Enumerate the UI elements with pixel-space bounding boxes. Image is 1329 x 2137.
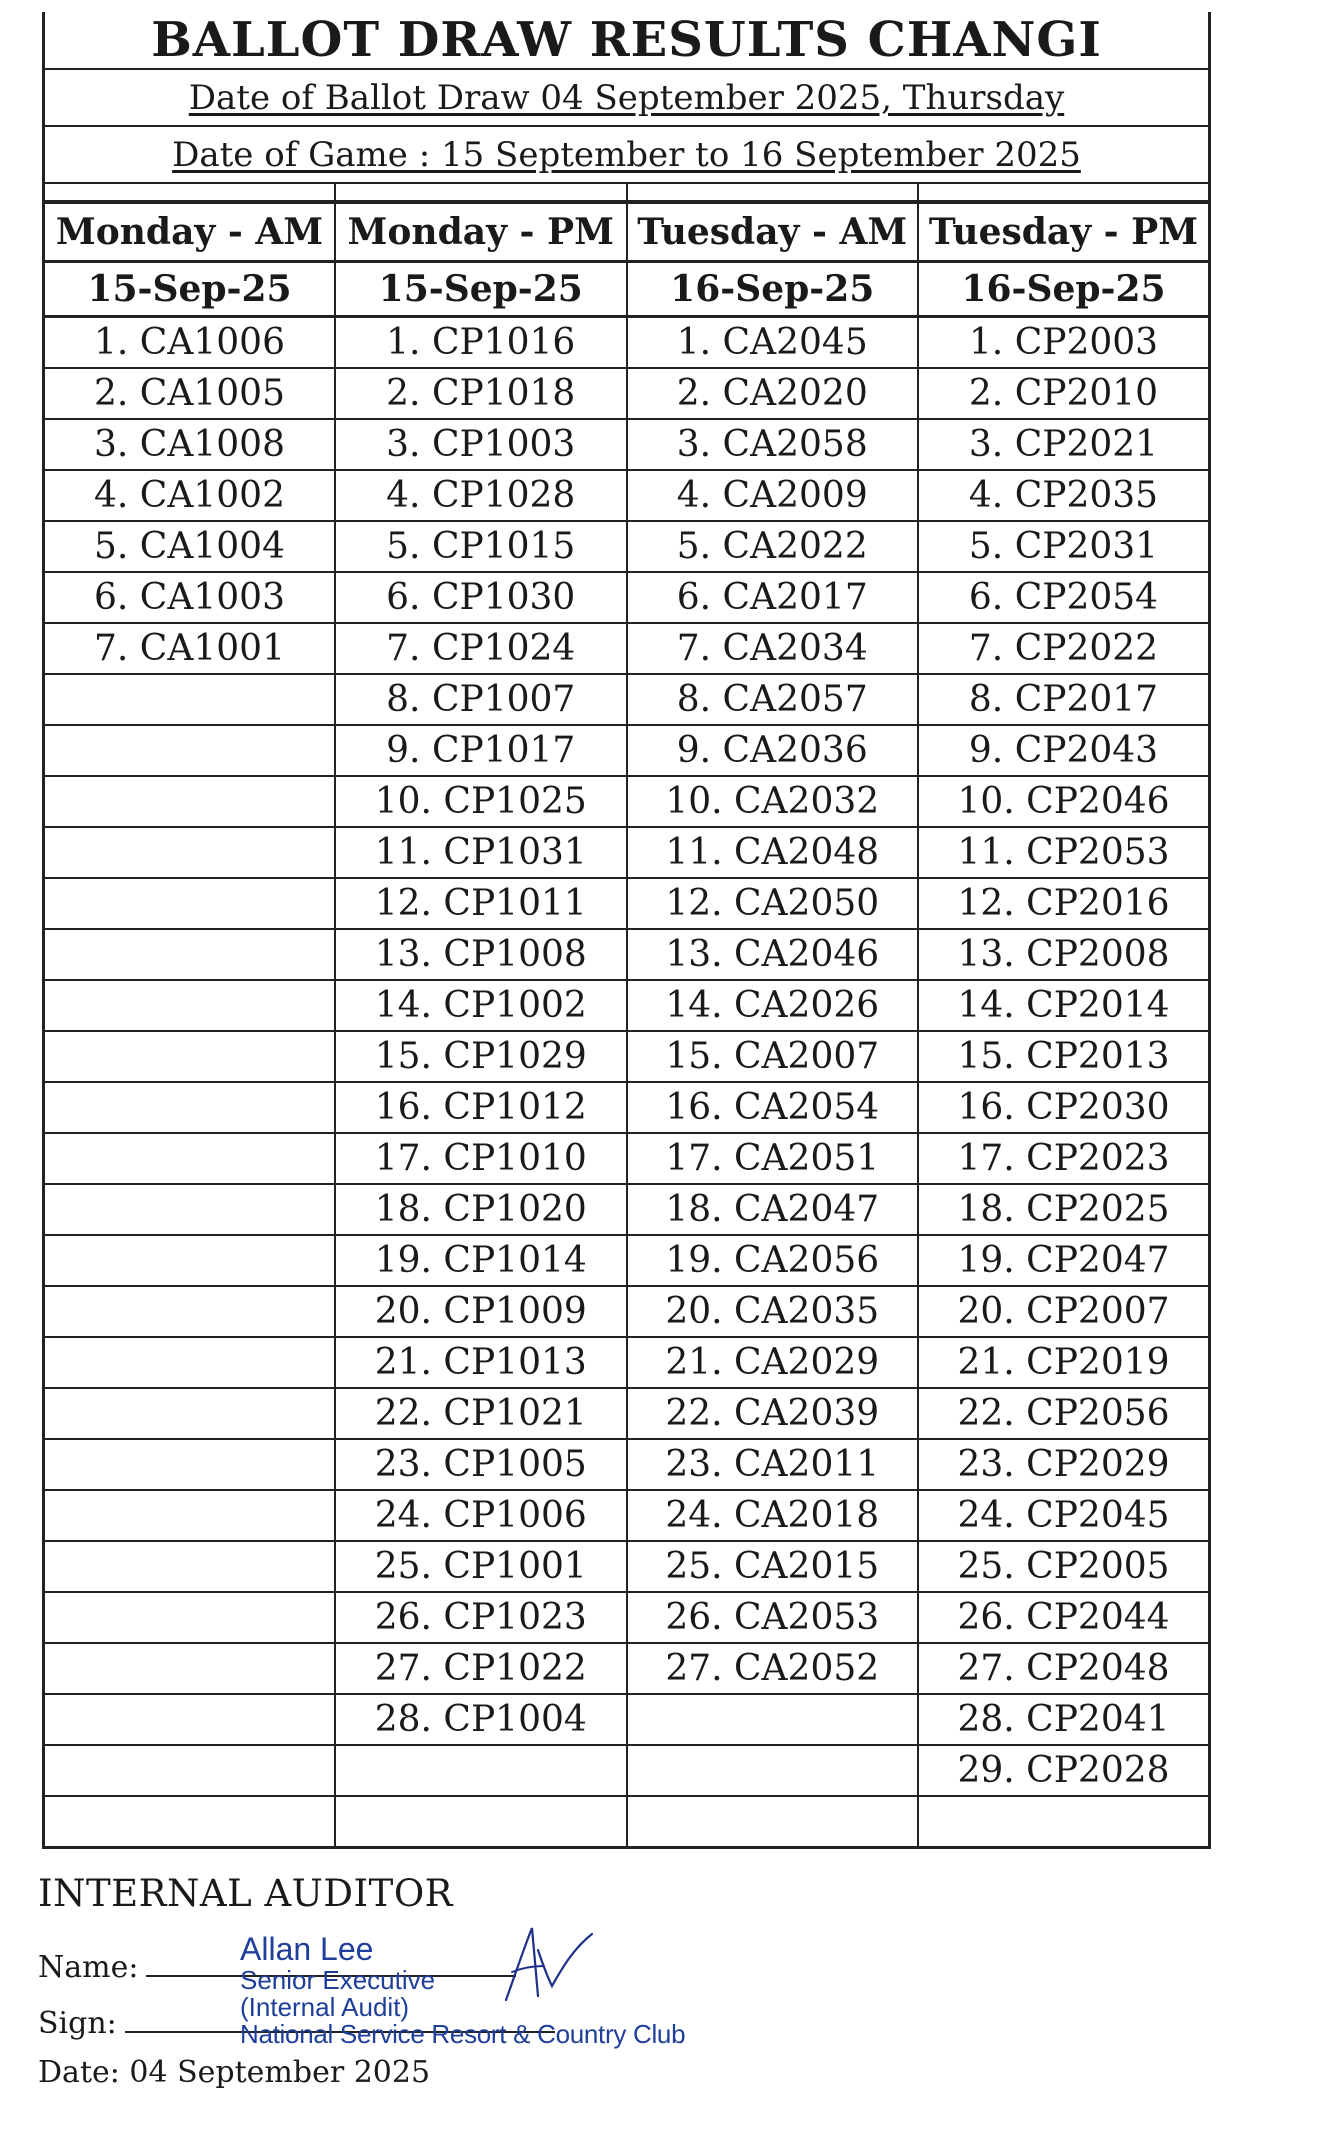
ballot-entry-cell: 4. CA1002 (44, 470, 336, 521)
ballot-entry-cell: 20. CP2007 (918, 1286, 1210, 1337)
table-row (44, 1082, 1210, 1133)
ballot-entry-cell: 9. CP2043 (918, 725, 1210, 776)
draw-date-row (45, 70, 1208, 127)
ballot-entry-cell (335, 1796, 627, 1848)
ballot-entry-cell: 2. CA1005 (44, 368, 336, 419)
stamp-dept: (Internal Audit) (240, 1991, 410, 2022)
ballot-entry-cell: 1. CA2045 (627, 317, 919, 369)
ballot-entry-cell: 17. CP1010 (335, 1133, 627, 1184)
ballot-entry-cell: 15. CP2013 (918, 1031, 1210, 1082)
handwritten-signature-icon (498, 1920, 608, 2030)
ballot-entry-cell (918, 1796, 1210, 1848)
ballot-entry-cell: 13. CA2046 (627, 929, 919, 980)
ballot-entry-cell: 10. CP1025 (335, 776, 627, 827)
ballot-entry-cell: 24. CP2045 (918, 1490, 1210, 1541)
ballot-entry-cell: 27. CP2048 (918, 1643, 1210, 1694)
table-row (44, 419, 1210, 470)
ballot-entry-cell: 12. CA2050 (627, 878, 919, 929)
ballot-entry-cell: 29. CP2028 (918, 1745, 1210, 1796)
ballot-results-table (42, 202, 1211, 1849)
ballot-entry-cell: 8. CA2057 (627, 674, 919, 725)
ballot-entry-cell: 13. CP2008 (918, 929, 1210, 980)
ballot-entry-cell: 3. CP2021 (918, 419, 1210, 470)
ballot-entry-cell: 4. CP1028 (335, 470, 627, 521)
ballot-entry-cell: 2. CP2010 (918, 368, 1210, 419)
ballot-entry-cell (44, 1745, 336, 1796)
ballot-entry-cell: 5. CP1015 (335, 521, 627, 572)
ballot-entry-cell: 10. CP2046 (918, 776, 1210, 827)
table-row (44, 1592, 1210, 1643)
ballot-entry-cell (627, 1694, 919, 1745)
ballot-entry-cell (44, 1643, 336, 1694)
ballot-entry-cell: 7. CA1001 (44, 623, 336, 674)
auditor-stamp (240, 1933, 685, 2048)
document-title: BALLOT DRAW RESULTS CHANGI (45, 12, 1208, 70)
stamp-name: Allan Lee (240, 1931, 374, 1967)
ballot-entry-cell (44, 980, 336, 1031)
ballot-entry-cell: 15. CP1029 (335, 1031, 627, 1082)
auditor-date: Date: 04 September 2025 (38, 2055, 431, 2090)
ballot-entry-cell: 6. CP2054 (918, 572, 1210, 623)
ballot-entry-cell: 20. CP1009 (335, 1286, 627, 1337)
table-row (44, 827, 1210, 878)
table-row (44, 1388, 1210, 1439)
column-header-day: Tuesday - PM (918, 203, 1210, 262)
ballot-entry-cell: 3. CA2058 (627, 419, 919, 470)
ballot-entry-cell (44, 878, 336, 929)
table-row (44, 1694, 1210, 1745)
ballot-entry-cell: 2. CA2020 (627, 368, 919, 419)
ballot-entry-cell (44, 1439, 336, 1490)
ballot-entry-cell: 9. CP1017 (335, 725, 627, 776)
column-header-day: Monday - PM (335, 203, 627, 262)
ballot-entry-cell: 16. CP2030 (918, 1082, 1210, 1133)
table-row (44, 1031, 1210, 1082)
ballot-entry-cell (44, 1337, 336, 1388)
header-box (42, 12, 1211, 202)
table-row (44, 1490, 1210, 1541)
stamp-org: National Service Resort & Country Club (240, 2019, 686, 2050)
ballot-entry-cell: 5. CA1004 (44, 521, 336, 572)
ballot-entry-cell: 28. CP2041 (918, 1694, 1210, 1745)
ballot-entry-cell: 14. CP1002 (335, 980, 627, 1031)
ballot-entry-cell: 25. CP2005 (918, 1541, 1210, 1592)
ballot-entry-cell: 25. CA2015 (627, 1541, 919, 1592)
table-row (44, 1541, 1210, 1592)
ballot-entry-cell (44, 1796, 336, 1848)
column-header-date: 16-Sep-25 (918, 262, 1210, 317)
ballot-entry-cell: 1. CP2003 (918, 317, 1210, 369)
ballot-entry-cell: 19. CP2047 (918, 1235, 1210, 1286)
table-row (44, 1286, 1210, 1337)
ballot-entry-cell: 16. CA2054 (627, 1082, 919, 1133)
ballot-entry-cell: 11. CP2053 (918, 827, 1210, 878)
table-row (44, 1235, 1210, 1286)
ballot-entry-cell: 13. CP1008 (335, 929, 627, 980)
ballot-entry-cell: 3. CP1003 (335, 419, 627, 470)
ballot-entry-cell: 21. CP2019 (918, 1337, 1210, 1388)
ballot-entry-cell: 2. CP1018 (335, 368, 627, 419)
ballot-entry-cell (44, 776, 336, 827)
ballot-entry-cell (335, 1745, 627, 1796)
ballot-entry-cell: 28. CP1004 (335, 1694, 627, 1745)
ballot-entry-cell: 6. CA1003 (44, 572, 336, 623)
ballot-entry-cell: 5. CA2022 (627, 521, 919, 572)
auditor-heading: INTERNAL AUDITOR (38, 1872, 454, 1915)
table-row (44, 1133, 1210, 1184)
ballot-entry-cell: 1. CA1006 (44, 317, 336, 369)
column-header-day: Monday - AM (44, 203, 336, 262)
ballot-entry-cell: 16. CP1012 (335, 1082, 627, 1133)
ballot-entry-cell: 12. CP2016 (918, 878, 1210, 929)
ballot-entry-cell: 20. CA2035 (627, 1286, 919, 1337)
ballot-entry-cell (44, 827, 336, 878)
ballot-entry-cell: 11. CA2048 (627, 827, 919, 878)
ballot-entry-cell: 21. CA2029 (627, 1337, 919, 1388)
sign-label: Sign: (38, 2006, 117, 2041)
table-row (44, 572, 1210, 623)
ballot-entry-cell (44, 1490, 336, 1541)
ballot-entry-cell: 25. CP1001 (335, 1541, 627, 1592)
ballot-entry-cell: 11. CP1031 (335, 827, 627, 878)
table-row (44, 1796, 1210, 1848)
ballot-entry-cell: 26. CP2044 (918, 1592, 1210, 1643)
ballot-sheet (42, 12, 1211, 1849)
ballot-entry-cell: 15. CA2007 (627, 1031, 919, 1082)
ballot-entry-cell: 7. CA2034 (627, 623, 919, 674)
ballot-entry-cell: 21. CP1013 (335, 1337, 627, 1388)
spacer-cell (919, 184, 1208, 200)
ballot-entry-cell: 8. CP2017 (918, 674, 1210, 725)
ballot-entry-cell: 14. CP2014 (918, 980, 1210, 1031)
ballot-entry-cell: 7. CP2022 (918, 623, 1210, 674)
ballot-entry-cell: 23. CP2029 (918, 1439, 1210, 1490)
ballot-entry-cell: 17. CP2023 (918, 1133, 1210, 1184)
ballot-entry-cell: 24. CA2018 (627, 1490, 919, 1541)
ballot-entry-cell (627, 1745, 919, 1796)
date-header-row (44, 262, 1210, 317)
table-row (44, 1439, 1210, 1490)
ballot-entry-cell (44, 1286, 336, 1337)
table-row (44, 1337, 1210, 1388)
ballot-entry-cell (44, 1082, 336, 1133)
column-header-date: 15-Sep-25 (44, 262, 336, 317)
ballot-entry-cell: 19. CA2056 (627, 1235, 919, 1286)
ballot-entry-cell: 10. CA2032 (627, 776, 919, 827)
table-row (44, 929, 1210, 980)
ballot-entry-cell: 5. CP2031 (918, 521, 1210, 572)
ballot-entry-cell: 17. CA2051 (627, 1133, 919, 1184)
ballot-entry-cell: 27. CA2052 (627, 1643, 919, 1694)
stamp-title: Senior Executive (240, 1964, 436, 1995)
ballot-entry-cell: 12. CP1011 (335, 878, 627, 929)
ballot-entry-cell: 18. CP2025 (918, 1184, 1210, 1235)
table-row (44, 521, 1210, 572)
ballot-entry-cell (44, 1388, 336, 1439)
ballot-entry-cell: 22. CP2056 (918, 1388, 1210, 1439)
game-date: Date of Game : 15 September to 16 September 2025 (172, 134, 1081, 175)
ballot-entry-cell: 18. CP1020 (335, 1184, 627, 1235)
day-header-row (44, 203, 1210, 262)
ballot-entry-cell: 6. CP1030 (335, 572, 627, 623)
ballot-entry-cell: 8. CP1007 (335, 674, 627, 725)
table-row (44, 776, 1210, 827)
ballot-entry-cell (44, 1235, 336, 1286)
ballot-entry-cell: 23. CA2011 (627, 1439, 919, 1490)
ballot-entry-cell: 22. CP1021 (335, 1388, 627, 1439)
table-row (44, 470, 1210, 521)
ballot-entry-cell (44, 1694, 336, 1745)
spacer-cell (628, 184, 919, 200)
ballot-entry-cell: 4. CA2009 (627, 470, 919, 521)
game-date-row (45, 127, 1208, 184)
table-row (44, 317, 1210, 369)
table-row (44, 368, 1210, 419)
ballot-entry-cell: 18. CA2047 (627, 1184, 919, 1235)
ballot-entry-cell: 4. CP2035 (918, 470, 1210, 521)
table-row (44, 980, 1210, 1031)
ballot-entry-cell: 27. CP1022 (335, 1643, 627, 1694)
table-row (44, 1745, 1210, 1796)
table-row (44, 725, 1210, 776)
spacer-cell (336, 184, 627, 200)
ballot-entry-cell: 14. CA2026 (627, 980, 919, 1031)
spacer-cell (45, 184, 336, 200)
ballot-entry-cell (44, 929, 336, 980)
ballot-entry-cell: 26. CP1023 (335, 1592, 627, 1643)
ballot-entry-cell: 22. CA2039 (627, 1388, 919, 1439)
ballot-entry-cell (44, 674, 336, 725)
table-row (44, 1184, 1210, 1235)
table-row (44, 1643, 1210, 1694)
ballot-entry-cell: 9. CA2036 (627, 725, 919, 776)
name-label: Name: (38, 1950, 139, 1985)
ballot-entry-cell: 24. CP1006 (335, 1490, 627, 1541)
ballot-entry-cell (627, 1796, 919, 1848)
ballot-entry-cell: 6. CA2017 (627, 572, 919, 623)
ballot-entry-cell: 23. CP1005 (335, 1439, 627, 1490)
column-header-date: 16-Sep-25 (627, 262, 919, 317)
ballot-entry-cell (44, 1133, 336, 1184)
ballot-entry-cell (44, 1592, 336, 1643)
table-row (44, 878, 1210, 929)
table-row (44, 674, 1210, 725)
ballot-entry-cell: 19. CP1014 (335, 1235, 627, 1286)
ballot-entry-cell (44, 1184, 336, 1235)
spacer-row (45, 184, 1208, 202)
ballot-entry-cell: 3. CA1008 (44, 419, 336, 470)
ballot-entry-cell: 7. CP1024 (335, 623, 627, 674)
ballot-entry-cell (44, 725, 336, 776)
column-header-day: Tuesday - AM (627, 203, 919, 262)
ballot-entry-cell: 1. CP1016 (335, 317, 627, 369)
ballot-entry-cell (44, 1031, 336, 1082)
draw-date: Date of Ballot Draw 04 September 2025, Thursday (188, 77, 1065, 118)
ballot-entry-cell (44, 1541, 336, 1592)
table-row (44, 623, 1210, 674)
ballot-entry-cell: 26. CA2053 (627, 1592, 919, 1643)
column-header-date: 15-Sep-25 (335, 262, 627, 317)
